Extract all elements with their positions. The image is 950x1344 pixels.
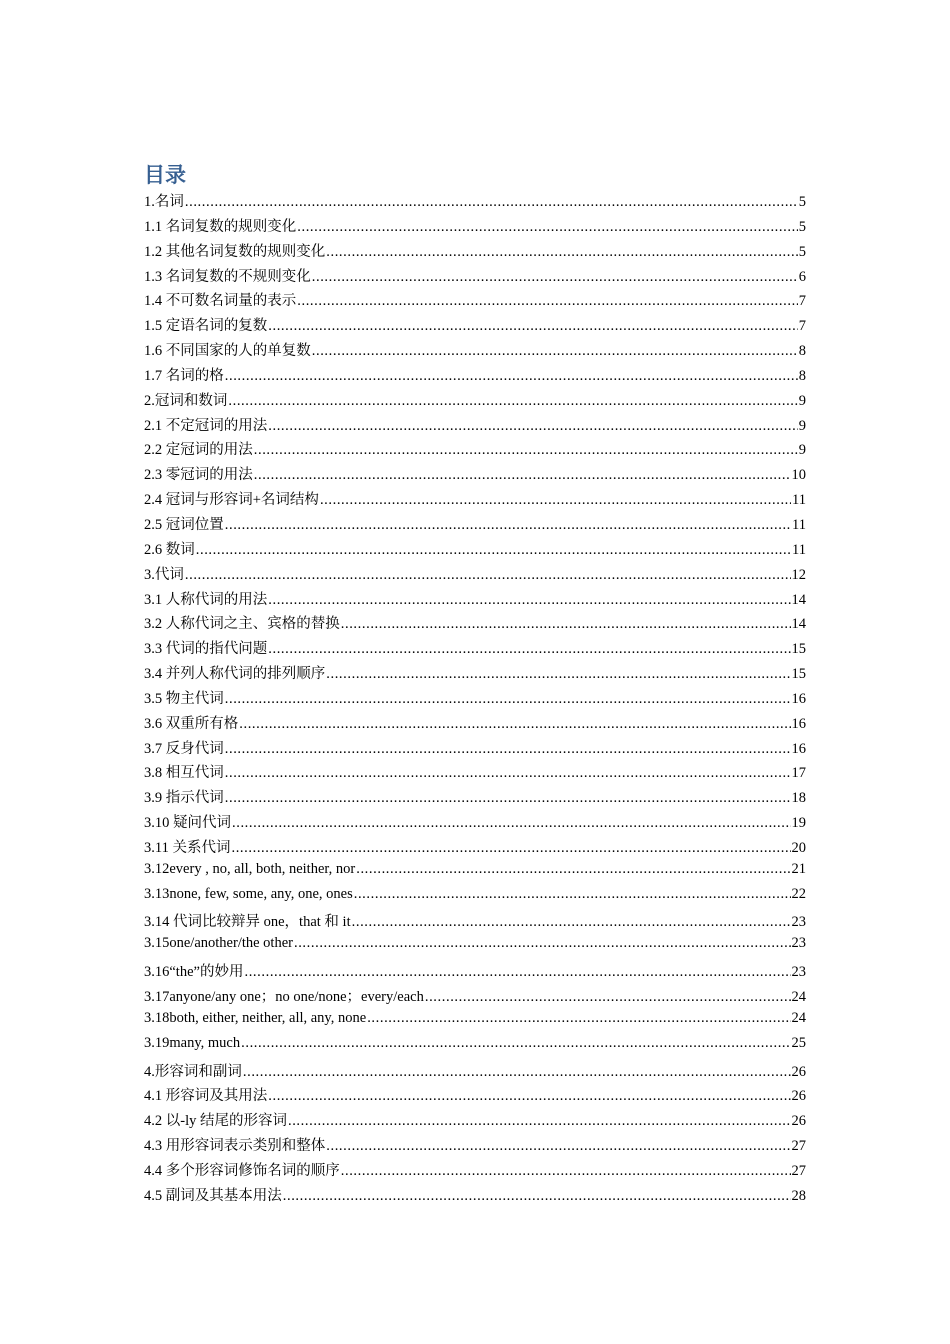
toc-entry[interactable]	[144, 811, 806, 836]
toc-entry-page-number: 14	[791, 616, 806, 633]
toc-entry[interactable]	[144, 1109, 806, 1134]
toc-entry-title: 1.4 不可数名词量的表示	[144, 293, 297, 310]
toc-entry-page-number: 24	[791, 1009, 806, 1026]
toc-entry-title: 3.6 双重所有格	[144, 715, 239, 732]
dot-leader	[241, 1035, 790, 1052]
dot-leader	[356, 861, 790, 878]
toc-entry[interactable]	[144, 1010, 806, 1035]
dot-leader	[254, 442, 798, 459]
toc-entry-page-number: 8	[798, 367, 806, 384]
dot-leader	[268, 318, 798, 335]
toc-entry-page-number: 14	[791, 591, 806, 608]
toc-entry-title: 3.19many, much	[144, 1034, 241, 1051]
toc-entry-title: 3.7 反身代词	[144, 740, 224, 757]
toc-entry[interactable]	[144, 1134, 806, 1159]
toc-entry[interactable]	[144, 389, 806, 414]
toc-entry-page-number: 22	[791, 885, 806, 902]
dot-leader	[225, 691, 791, 708]
toc-entry-title: 4.3 用形容词表示类别和整体	[144, 1138, 326, 1155]
dot-leader	[231, 840, 790, 857]
toc-entry-title: 2.4 冠词与形容词+名词结构	[144, 492, 319, 509]
toc-entry-page-number: 11	[792, 516, 806, 533]
toc-entry[interactable]	[144, 1184, 806, 1209]
toc-entry-title: 3.5 物主代词	[144, 690, 224, 707]
toc-entry-page-number: 21	[791, 860, 806, 877]
toc-entry[interactable]	[144, 1035, 806, 1060]
toc-entry-title: 3.3 代词的指代问题	[144, 641, 268, 658]
toc-entry-page-number: 24	[791, 989, 806, 1005]
toc-entry[interactable]	[144, 463, 806, 488]
dot-leader	[352, 914, 791, 931]
toc-entry[interactable]	[144, 339, 806, 364]
toc-entry-page-number: 26	[791, 1113, 806, 1130]
dot-leader	[228, 393, 797, 410]
toc-entry-title: 1.5 定语名词的复数	[144, 318, 268, 335]
toc-entry-title: 3.9 指示代词	[144, 790, 224, 807]
dot-leader	[244, 964, 790, 981]
toc-entry[interactable]	[144, 761, 806, 786]
dot-leader	[425, 989, 791, 1006]
toc-entry-page-number: 17	[791, 765, 806, 782]
toc-entry[interactable]	[144, 1060, 806, 1085]
toc-entry-page-number: 7	[798, 318, 806, 335]
toc-entry-title: 2.2 定冠词的用法	[144, 442, 253, 459]
dot-leader	[268, 592, 790, 609]
toc-entry[interactable]	[144, 265, 806, 290]
toc-entry-page-number: 12	[791, 566, 806, 583]
toc-entry-title: 3.8 相互代词	[144, 765, 224, 782]
dot-leader	[225, 790, 791, 807]
toc-entry-page-number: 9	[798, 417, 806, 434]
toc-entry[interactable]	[144, 737, 806, 762]
toc-entry-title: 3.14 代词比较辩异 one，that 和 it	[144, 914, 351, 931]
toc-entry-page-number: 26	[791, 1088, 806, 1105]
toc-entry-page-number: 16	[791, 715, 806, 732]
toc-entry-page-number: 5	[798, 194, 806, 210]
toc-entry-page-number: 6	[798, 268, 806, 285]
toc-entry[interactable]	[144, 662, 806, 687]
toc-entry-title: 1.6 不同国家的人的单复数	[144, 343, 311, 360]
toc-entry-page-number: 20	[791, 839, 806, 856]
toc-entry-title: 3.2 人称代词之主、宾格的替换	[144, 616, 340, 633]
toc-entry[interactable]	[144, 712, 806, 737]
dot-leader	[341, 1163, 791, 1180]
toc-entry[interactable]	[144, 588, 806, 613]
toc-entry-page-number: 11	[792, 541, 806, 558]
toc-entry[interactable]	[144, 836, 806, 861]
toc-list	[144, 190, 806, 1209]
toc-entry-page-number: 19	[791, 815, 806, 832]
toc-entry[interactable]	[144, 513, 806, 538]
toc-entry-page-number: 8	[798, 343, 806, 360]
toc-entry-title: 3.12every , no, all, both, neither, nor	[144, 860, 356, 877]
toc-entry-title: 4.5 副词及其基本用法	[144, 1187, 282, 1204]
toc-entry-title: 2.冠词和数词	[144, 392, 228, 409]
toc-entry[interactable]	[144, 960, 806, 985]
dot-leader	[225, 517, 791, 534]
toc-entry-title: 3.1 人称代词的用法	[144, 591, 268, 608]
dot-leader	[254, 467, 791, 484]
toc-entry-title: 1.3 名词复数的不规则变化	[144, 268, 311, 285]
dot-leader	[185, 567, 791, 584]
toc-entry-title: 2.6 数词	[144, 541, 195, 558]
toc-entry-page-number: 15	[791, 666, 806, 683]
dot-leader	[297, 293, 798, 310]
dot-leader	[297, 219, 798, 236]
toc-entry[interactable]	[144, 1084, 806, 1109]
toc-entry-page-number: 16	[791, 740, 806, 757]
dot-leader	[320, 492, 791, 509]
toc-entry-page-number: 9	[798, 392, 806, 409]
toc-entry[interactable]	[144, 240, 806, 265]
dot-leader	[239, 716, 790, 733]
dot-leader	[225, 368, 798, 385]
toc-entry-page-number: 10	[791, 467, 806, 484]
toc-entry-page-number: 27	[791, 1162, 806, 1179]
dot-leader	[354, 886, 791, 903]
dot-leader	[185, 194, 798, 211]
toc-entry[interactable]	[144, 190, 806, 215]
toc-entry-title: 3.11 关系代词	[144, 839, 231, 856]
toc-entry[interactable]	[144, 612, 806, 637]
dot-leader	[341, 616, 791, 633]
dot-leader	[294, 935, 791, 952]
toc-entry-title: 4.形容词和副词	[144, 1063, 242, 1080]
toc-entry-title: 1.7 名词的格	[144, 367, 224, 384]
toc-entry-page-number: 26	[791, 1063, 806, 1080]
toc-entry-page-number: 15	[791, 641, 806, 658]
dot-leader	[232, 815, 791, 832]
toc-entry-page-number: 11	[792, 492, 806, 509]
toc-entry-title: 3.16“the”的妙用	[144, 964, 244, 981]
toc-entry-page-number: 16	[791, 690, 806, 707]
dot-leader	[283, 1188, 791, 1205]
toc-entry[interactable]	[144, 861, 806, 886]
toc-entry[interactable]	[144, 364, 806, 389]
dot-leader	[243, 1064, 791, 1081]
dot-leader	[225, 765, 791, 782]
toc-entry-title: 3.17anyone/any one；no one/none；every/each	[144, 989, 424, 1005]
toc-entry[interactable]	[144, 935, 806, 960]
toc-entry-title: 3.15one/another/the other	[144, 935, 293, 952]
dot-leader	[225, 741, 791, 758]
toc-entry-page-number: 28	[791, 1187, 806, 1204]
toc-entry[interactable]	[144, 637, 806, 662]
toc-entry-title: 3.4 并列人称代词的排列顺序	[144, 666, 326, 683]
toc-entry[interactable]	[144, 538, 806, 563]
dot-leader	[326, 666, 790, 683]
toc-entry-title: 1.2 其他名词复数的规则变化	[144, 243, 326, 260]
dot-leader	[367, 1010, 790, 1027]
toc-entry-title: 4.1 形容词及其用法	[144, 1088, 268, 1105]
toc-entry-title: 3.10 疑问代词	[144, 815, 231, 832]
toc-entry-title: 3.18both, either, neither, all, any, none	[144, 1009, 367, 1026]
toc-entry[interactable]	[144, 886, 806, 911]
toc-entry[interactable]	[144, 985, 806, 1010]
dot-leader	[312, 269, 798, 286]
toc-entry[interactable]	[144, 786, 806, 811]
toc-entry[interactable]	[144, 414, 806, 439]
dot-leader	[312, 343, 798, 360]
toc-entry-title: 4.4 多个形容词修饰名词的顺序	[144, 1162, 340, 1179]
dot-leader	[196, 542, 791, 559]
toc-entry[interactable]	[144, 215, 806, 240]
toc-entry-title: 1.1 名词复数的规则变化	[144, 218, 297, 235]
toc-entry-title: 2.3 零冠词的用法	[144, 467, 253, 484]
toc-entry-page-number: 5	[798, 243, 806, 260]
toc-entry[interactable]	[144, 488, 806, 513]
toc-entry-page-number: 23	[791, 935, 806, 952]
toc-entry[interactable]	[144, 563, 806, 588]
toc-entry[interactable]	[144, 1159, 806, 1184]
dot-leader	[268, 418, 798, 435]
toc-entry[interactable]	[144, 910, 806, 935]
toc-entry[interactable]	[144, 289, 806, 314]
toc-entry-page-number: 18	[791, 790, 806, 807]
toc-entry-title: 2.1 不定冠词的用法	[144, 417, 268, 434]
dot-leader	[268, 1088, 790, 1105]
toc-entry-page-number: 9	[798, 442, 806, 459]
toc-entry-title: 4.2 以-ly 结尾的形容词	[144, 1113, 287, 1130]
dot-leader	[326, 1138, 790, 1155]
toc-entry-page-number: 25	[791, 1034, 806, 1051]
toc-entry-page-number: 23	[791, 914, 806, 931]
toc-entry[interactable]	[144, 687, 806, 712]
toc-entry-title: 3.代词	[144, 566, 184, 583]
toc-entry-title: 3.13none, few, some, any, one, ones	[144, 885, 353, 902]
toc-entry-title: 2.5 冠词位置	[144, 516, 224, 533]
dot-leader	[268, 641, 790, 658]
toc-entry-page-number: 7	[798, 293, 806, 310]
toc-title: 目录	[144, 163, 186, 187]
toc-entry-page-number: 27	[791, 1138, 806, 1155]
toc-entry[interactable]	[144, 314, 806, 339]
toc-entry-page-number: 5	[798, 218, 806, 235]
dot-leader	[326, 244, 798, 261]
toc-entry-title: 1.名词	[144, 194, 184, 210]
toc-entry-page-number: 23	[791, 964, 806, 981]
toc-entry[interactable]	[144, 438, 806, 463]
dot-leader	[288, 1113, 791, 1130]
